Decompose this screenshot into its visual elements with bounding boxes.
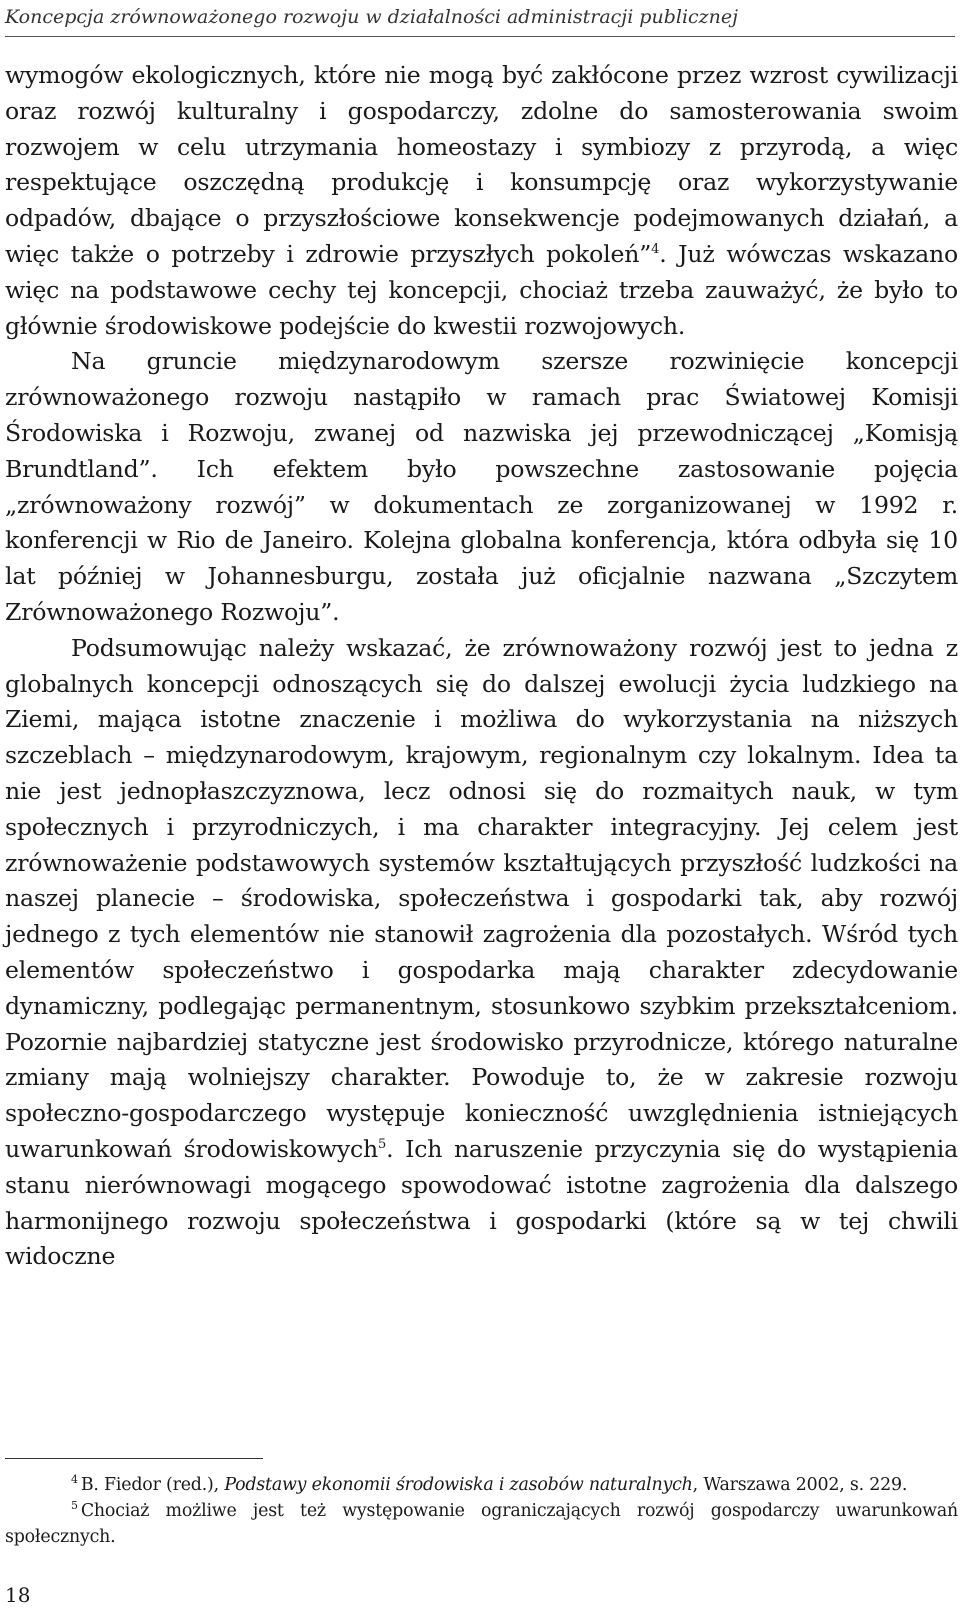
footnote-4-title: Podstawy ekonomii środowiska i zasobów naturalnych — [224, 1475, 693, 1495]
footnote-4-text-a: B. Fiedor (red.), — [80, 1475, 219, 1495]
footnote-5-number: 5 — [71, 1499, 78, 1513]
paragraph-2: Na gruncie międzynarodowym szersze rozwinięcie koncepcji zrównoważonego rozwoju nastąpiło w ramach prac Światowej Komisji Środowiska i Rozwoju, zwanej od nazwiska jej przewodniczącej „Komisją Brundtland”. Ich efektem było powszechne zastosowanie pojęcia „zrównoważony rozwój” w dokumentach ze zorganizowanej w 1992 r. konferencji w Rio de Janeiro. Kolejna globalna konferencja, która odbyła się 10 lat później w Johannesburgu, została już oficjalnie nazwana „Szczytem Zrównoważonego Rozwoju”. — [5, 347, 958, 626]
footnote-5 — [5, 1498, 958, 1550]
paragraph-1 — [5, 58, 958, 344]
paragraph-1-text-a: wymogów ekologicznych, które nie mogą być zakłócone przez wzrost cywilizacji oraz rozwój kulturalny i gospodarczy, zdolne do samosterowania swoim rozwojem w celu utrzymania homeostazy i symbiozy z przyrodą, a więc respektujące oszczędną produkcję i konsumpcję oraz wykorzystywanie odpadów, dbające o przyszłościowe konsekwencje podejmowanych działań, a więc także o potrzeby i zdrowie przyszłych pokoleń” — [5, 61, 958, 268]
footnote-rule — [5, 1458, 263, 1459]
page-number: 18 — [5, 1583, 31, 1607]
footnote-4-text-b: , Warszawa 2002, s. 229. — [692, 1475, 908, 1495]
footnotes — [5, 1472, 958, 1550]
paragraph-3-text-a: Podsumowując należy wskazać, że zrównoważony rozwój jest to jedna z globalnych koncepcji odnoszących się do dalszej ewolucji życia ludzkiego na Ziemi, mająca istotne znaczenie i możliwa do wykorzystania na niższych szczeblach – międzynarodowym, krajowym, regionalnym czy lokalnym. Idea ta nie jest jednopłaszczyznowa, lecz odnosi się do rozmaitych nauk, w tym społecznych i przyrodniczych, i ma charakter integracyjny. Jej celem jest zrównoważenie podstawowych systemów kształtujących przyszłość ludzkości na naszej planecie – środowiska, społeczeństwa i gospodarki tak, aby rozwój jednego z tych elementów nie stanowił zagrożenia dla pozostałych. Wśród tych elementów społeczeństwo i gospodarka mają charakter zdecydowanie dynamiczny, podlegając permanentnym, stosunkowo szybkim przekształceniom. Pozornie najbardziej statyczne jest środowisko przyrodnicze, którego naturalne zmiany mają wolniejszy charakter. Powoduje to, że w zakresie rozwoju społeczno-gospodarczego występuje konieczność uwzględnienia istniejących uwarunkowań środowiskowych — [5, 633, 958, 1163]
paragraph-3-text-b: . Ich naruszenie przyczynia się do wystąpienia stanu nierównowagi mogącego spowodować istotne zagrożenia dla dalszego harmonijnego rozwoju społeczeństwa i gospodarki (które są w tej chwili widoczne — [5, 1134, 958, 1271]
footnote-5-text: Chociaż możliwe jest też występowanie ograniczających rozwój gospodarczy uwarunkowań społecznych. — [5, 1501, 958, 1547]
footnote-4-number: 4 — [71, 1473, 78, 1487]
body-text — [5, 58, 958, 1275]
paragraph-1-text-b: . Już wówczas wskazano więc na podstawowe cechy tej koncepcji, chociaż trzeba zauważyć, że było to głównie środowiskowe podejście do kwestii rozwojowych. — [5, 239, 958, 340]
footnote-ref-4[interactable]: 4 — [651, 242, 660, 258]
paragraph-3 — [5, 631, 958, 1275]
footnote-ref-5[interactable]: 5 — [378, 1137, 387, 1153]
header-rule — [5, 36, 955, 37]
footnote-4 — [5, 1472, 958, 1498]
running-head: Koncepcja zrównoważonego rozwoju w działalności administracji publicznej — [5, 6, 739, 28]
